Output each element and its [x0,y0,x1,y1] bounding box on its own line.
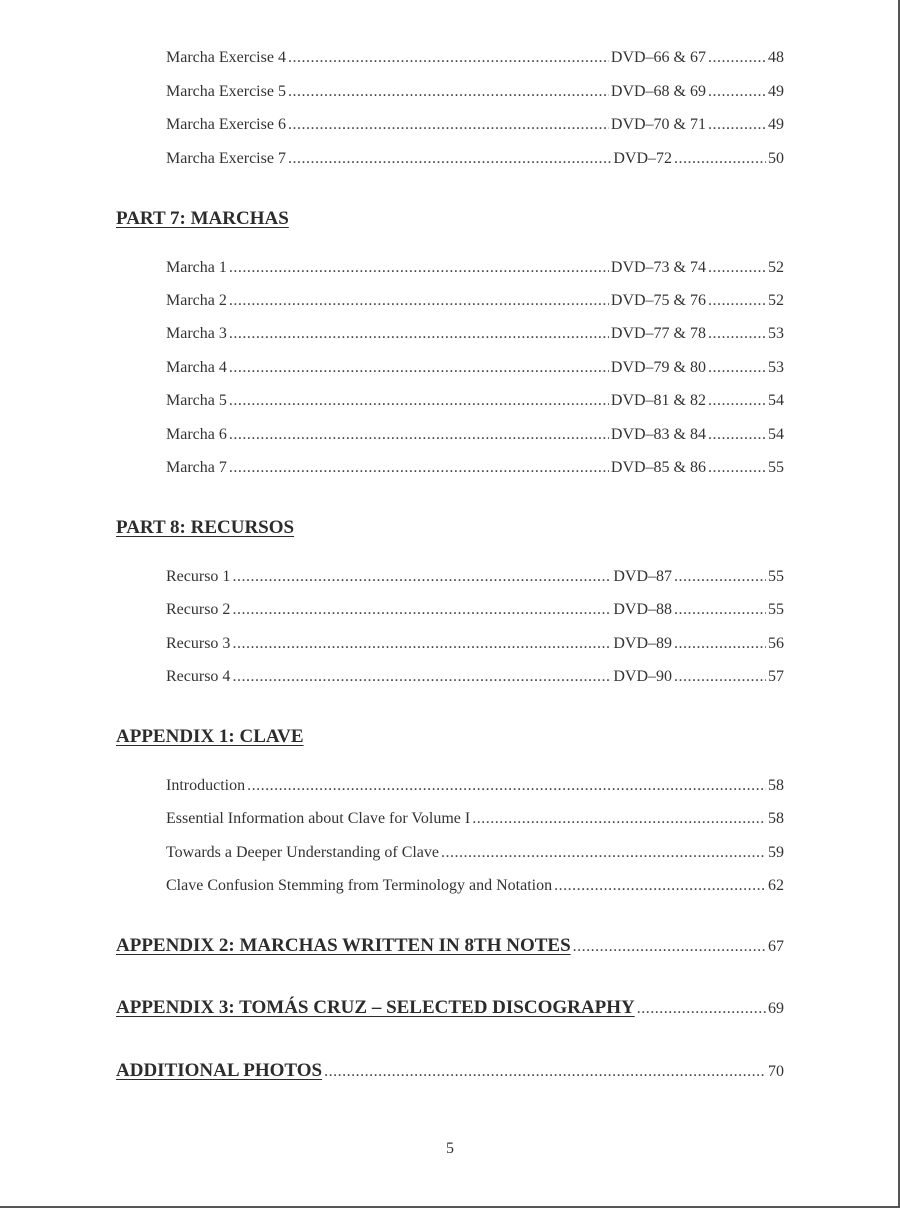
dot-leader [232,566,611,588]
dot-leader [573,938,766,956]
dot-leader [708,114,766,136]
entry-page: 54 [768,392,784,409]
entry-dvd: DVD–73 & 74 [610,259,706,276]
toc-entry [166,390,784,412]
dot-leader [674,633,766,655]
entry-title: Marcha 1 [166,259,227,276]
entry-title: ADDITIONAL PHOTOS [116,1060,323,1081]
dot-leader [708,424,766,446]
dot-leader [708,257,766,279]
entry-title: APPENDIX 3: TOMÁS CRUZ – SELECTED DISCOGRAPHY [116,997,635,1018]
entry-title: Recurso 3 [166,635,231,652]
dot-leader [288,114,609,136]
entry-page: 49 [768,116,784,133]
entry-dvd: DVD–85 & 86 [610,459,706,476]
entry-page: 67 [768,938,784,955]
entry-title: Introduction [166,777,246,794]
entry-page: 55 [768,459,784,476]
entry-page: 59 [768,844,784,861]
dot-leader [229,257,609,279]
dot-leader [708,81,766,103]
entry-title: Clave Confusion Stemming from Terminology and Notation [166,877,553,894]
entry-dvd: DVD–68 & 69 [610,83,706,100]
toc-entry [166,290,784,312]
entry-title: APPENDIX 2: MARCHAS WRITTEN IN 8TH NOTES [116,935,571,956]
dot-leader [708,290,766,312]
dot-leader [472,808,766,830]
entry-dvd: DVD–87 [613,568,672,585]
entry-page: 58 [768,810,784,827]
entry-page: 55 [768,568,784,585]
entry-page: 53 [768,359,784,376]
section-heading-part8: PART 8: RECURSOS [116,517,295,538]
entry-title: Marcha 6 [166,426,227,443]
dot-leader [674,599,766,621]
dot-leader [637,1000,766,1018]
toc-entry [166,808,784,830]
dot-leader [708,47,766,69]
entry-title: Towards a Deeper Understanding of Clave [166,844,440,861]
toc-entry [166,457,784,479]
dot-leader [247,775,766,797]
entry-dvd: DVD–70 & 71 [610,116,706,133]
dot-leader [288,47,609,69]
entry-title: Marcha 7 [166,459,227,476]
dot-leader [288,148,611,170]
toc-entry [166,775,784,797]
entry-title: Marcha Exercise 6 [166,116,286,133]
entry-dvd: DVD–77 & 78 [610,325,706,342]
dot-leader [441,842,766,864]
dot-leader [708,323,766,345]
dot-leader [674,148,766,170]
toc-entry [166,566,784,588]
toc-entry-appendix3 [116,997,784,1023]
entry-dvd: DVD–79 & 80 [610,359,706,376]
entry-dvd: DVD–89 [613,635,672,652]
entry-title: Marcha Exercise 5 [166,83,286,100]
entry-title: Marcha 5 [166,392,227,409]
toc-entry [166,357,784,379]
dot-leader [674,666,766,688]
toc-entry [166,114,784,136]
entry-page: 50 [768,150,784,167]
toc-entry [166,323,784,345]
page-number: 5 [446,1140,454,1157]
entry-page: 69 [768,1000,784,1017]
entry-page: 57 [768,668,784,685]
dot-leader [229,424,609,446]
entry-title: Marcha 4 [166,359,227,376]
entry-title: Recurso 2 [166,601,231,618]
toc-entry [166,47,784,69]
entry-page: 70 [768,1063,784,1080]
entry-title: Marcha 3 [166,325,227,342]
entry-dvd: DVD–66 & 67 [610,49,706,66]
dot-leader [708,457,766,479]
entry-page: 56 [768,635,784,652]
dot-leader [229,290,609,312]
entry-page: 58 [768,777,784,794]
toc-entry [166,424,784,446]
toc-entry [166,842,784,864]
entry-dvd: DVD–90 [613,668,672,685]
entry-page: 52 [768,259,784,276]
entry-title: Marcha Exercise 7 [166,150,286,167]
entry-page: 54 [768,426,784,443]
section-heading-appendix1: APPENDIX 1: CLAVE [116,726,304,747]
entry-dvd: DVD–88 [613,601,672,618]
dot-leader [554,875,766,897]
entry-page: 52 [768,292,784,309]
toc-entry [166,633,784,655]
dot-leader [229,357,609,379]
entry-title: Recurso 4 [166,668,231,685]
toc-entry [166,875,784,897]
toc-entry [166,148,784,170]
entry-page: 55 [768,601,784,618]
dot-leader [232,599,611,621]
dot-leader [324,1063,766,1081]
toc-entry-appendix2 [116,935,784,961]
toc-entry [166,599,784,621]
dot-leader [708,357,766,379]
entry-title: Recurso 1 [166,568,231,585]
entry-page: 62 [768,877,784,894]
dot-leader [708,390,766,412]
toc-entry [166,666,784,688]
entry-title: Essential Information about Clave for Volume I [166,810,471,827]
entry-dvd: DVD–81 & 82 [610,392,706,409]
entry-page: 49 [768,83,784,100]
dot-leader [674,566,766,588]
dot-leader [232,666,611,688]
entry-page: 53 [768,325,784,342]
dot-leader [232,633,611,655]
toc-entry-additional-photos [116,1060,784,1086]
entry-dvd: DVD–83 & 84 [610,426,706,443]
entry-dvd: DVD–75 & 76 [610,292,706,309]
dot-leader [229,390,609,412]
entry-title: Marcha Exercise 4 [166,49,286,66]
dot-leader [288,81,609,103]
entry-dvd: DVD–72 [613,150,672,167]
section-heading-part7: PART 7: MARCHAS [116,208,289,229]
dot-leader [229,457,609,479]
entry-page: 48 [768,49,784,66]
toc-entry [166,257,784,279]
dot-leader [229,323,609,345]
entry-title: Marcha 2 [166,292,227,309]
toc-entry [166,81,784,103]
